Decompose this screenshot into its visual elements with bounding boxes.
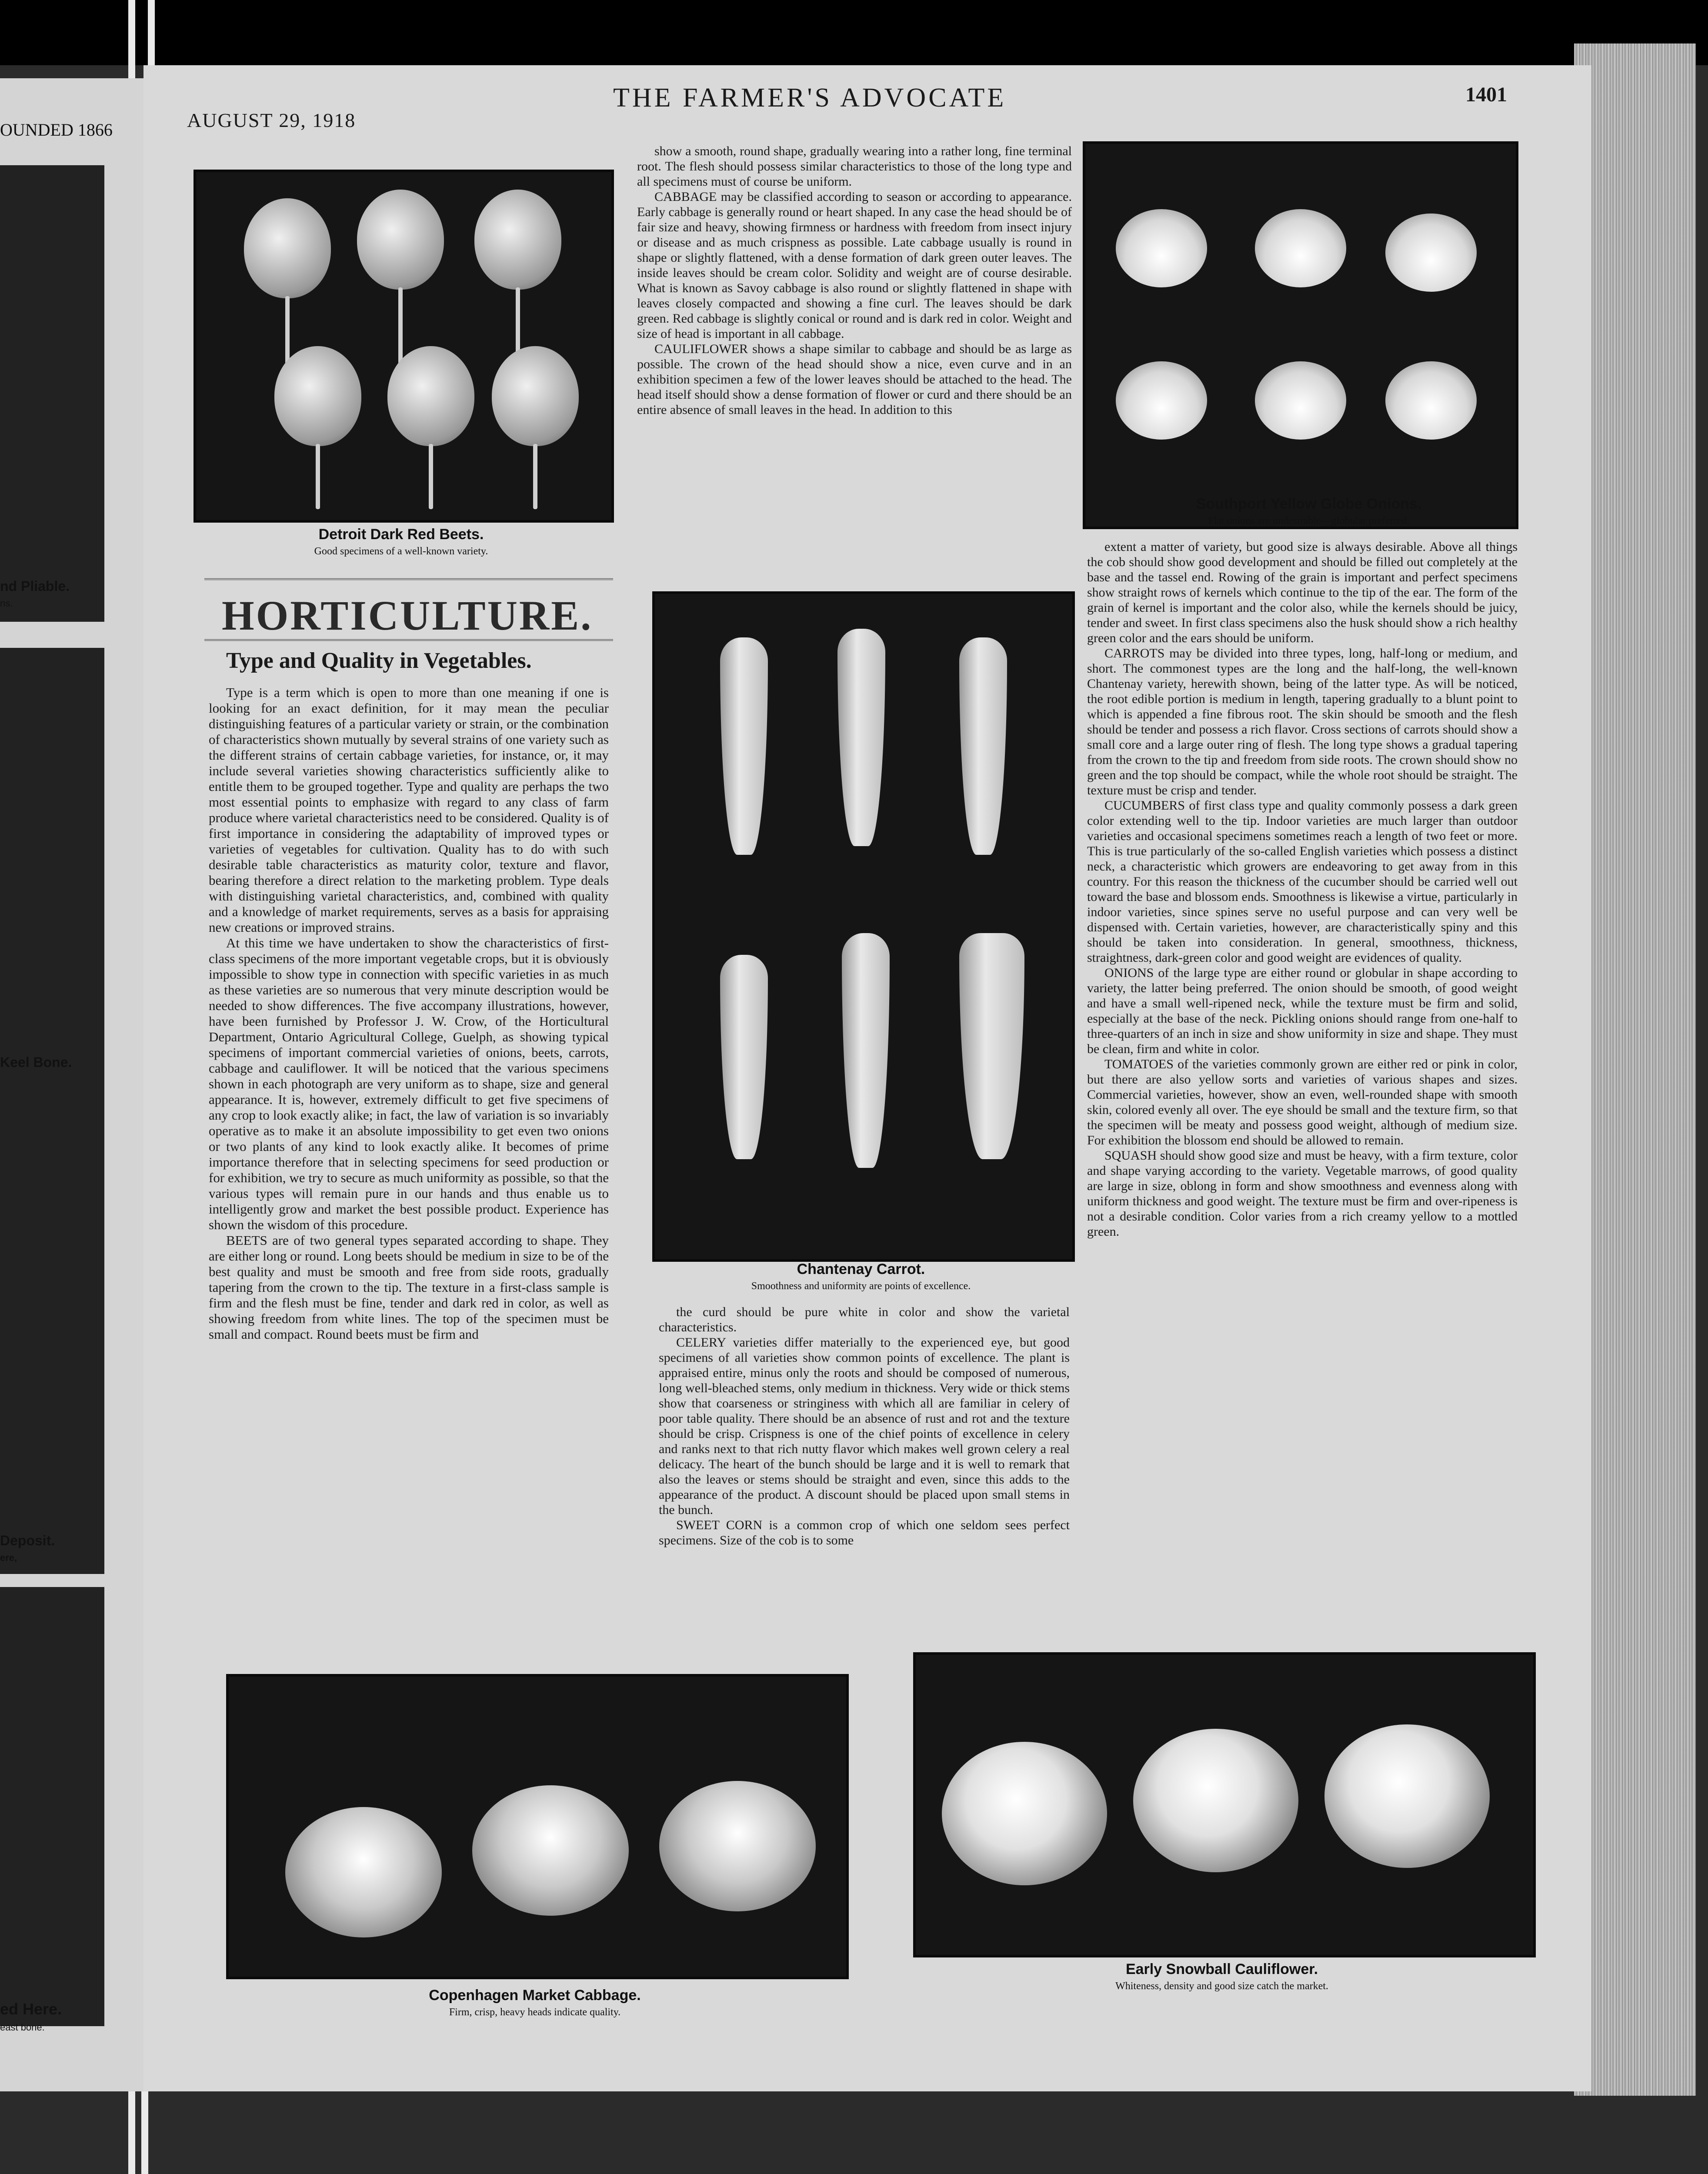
beet xyxy=(274,346,361,446)
cabbage-photo xyxy=(226,1674,849,1979)
beet xyxy=(387,346,474,446)
cauliflower-head xyxy=(942,1742,1107,1885)
beet xyxy=(474,190,561,290)
paragraph-specimens: At this time we have undertaken to show the characteristics of first-class specimens of the more important vegetable crops, but it is obviously impossible to show type in connection with specific varieties in as much as these varieties are so numerous that very minute description would be needed to show differences. The five accompany illustrations, however, have been furnished by Professor J. W. Crow, of the Horticultural Department, Ontario Agricultural College, Guelph, as showing typical specimens of important commercial varieties of onions, beets, carrots, cabbage and cauliflower. It will be noticed that the various specimens shown in each photograph are very uniform as to shape, size and general appearance. It is, however, extremely difficult to get five specimens of any crop to look exactly alike; in fact, the law of variation is so invariably operative as to make it an absolute impossibility to get even two onions or two plants of any kind to look exactly alike. It becomes of prime importance therefore that in selecting specimens for seed production or for exhibition, we try to secure as much uniformity as possible, so that the various types will remain pure in our hands and thus enable us to intelligently grow and market the best possible product. Experience has shown the wisdom of this procedure. xyxy=(209,935,609,1232)
scan-binding-bar xyxy=(141,2091,148,2174)
cauliflower-caption xyxy=(913,1961,1531,1992)
left-caption-sub: ere, xyxy=(0,1552,17,1563)
carrot xyxy=(837,629,885,846)
onion xyxy=(1385,361,1477,440)
onion xyxy=(1116,209,1207,287)
beet-root xyxy=(316,444,320,509)
carrots-photo xyxy=(652,591,1075,1262)
cauliflower-caption-text: Whiteness, density and good size catch the market. xyxy=(1115,1981,1328,1992)
article-column-left xyxy=(209,685,609,1342)
cauliflower-head xyxy=(1324,1724,1490,1868)
article-column-middle-bottom xyxy=(659,1304,1070,1548)
book-page-edges xyxy=(1574,43,1696,2096)
scan-binding-bar xyxy=(128,2091,135,2174)
carrot xyxy=(959,933,1024,1159)
left-photo xyxy=(0,648,104,1113)
carrot xyxy=(720,955,768,1159)
issue-date: AUGUST 29, 1918 xyxy=(187,109,356,131)
cabbage-head xyxy=(285,1807,442,1937)
cabbage-head xyxy=(472,1785,629,1916)
cabbage-caption-text: Firm, crisp, heavy heads indicate quality. xyxy=(449,2007,621,2018)
paragraph-beets: BEETS are of two general types separated according to shape. They are either long or round. Long beets should be medium in size to be of the best quality and must be smooth and free from side roots, gradually tapering from the crown to the tip. The texture in a first-class sample is firm and the flesh must be fine, tender and dark red in color, as well as showing freedom from white lines. The top of the specimen must be small and compact. Round beets must be firm and xyxy=(209,1233,609,1342)
left-caption: ed Here. xyxy=(0,2000,62,2018)
left-page-fragment xyxy=(0,78,143,2091)
paragraph-onions: ONIONS of the large type are either round or globular in shape according to variety, the latter being preferred. The onion should be smooth, of good weight and have a small well-ripened neck, while the texture must be firm and solid, especially at the base of the neck. Pickling onions should range from one-half to three-quarters of an inch in size and show uniformity in size and shape. They must be clean, firm and white in color. xyxy=(1087,966,1518,1056)
section-rule-top xyxy=(204,578,613,580)
scan-top-border xyxy=(0,0,1708,65)
paragraph-cauliflower-cont: the curd should be pure white in color and show the varietal characteristics. xyxy=(659,1305,1070,1334)
left-photo xyxy=(0,1104,104,1574)
paragraph-carrots: CARROTS may be divided into three types, long, half-long or medium, and short. The commonest types are the long and the half-long, the well-known Chantenay variety, herewith shown, being of the latter type. As will be noticed, the root edible portion is medium in length, tapering gradually to a blunt point to which is appended a fine fibrous root. The skin should be smooth and the flesh should be tender and possess a rich flavor. Cross sections of carrots should show a small core and a large outer ring of flesh. The long type shows a gradual tapering from the crown to the tip and freedom from side roots. The crown should show no green and the top should be compact, while the whole root should be straight. The texture must be crisp and tender. xyxy=(1087,646,1518,797)
beets-caption xyxy=(193,526,609,557)
beets-caption-title: Detroit Dark Red Beets. xyxy=(318,526,484,543)
carrots-caption xyxy=(652,1261,1070,1292)
beet xyxy=(492,346,579,446)
paragraph-sweet-corn: SWEET CORN is a common crop of which one seldom sees perfect specimens. Size of the cob is to some xyxy=(659,1518,1070,1547)
left-caption-sub: east bone. xyxy=(0,2022,45,2033)
left-caption: nd Pliable. xyxy=(0,578,70,594)
paragraph-cucumbers: CUCUMBERS of first class type and quality commonly possess a dark green color extending well to the tip. Indoor varieties are much larger than outdoor varieties and occasional specimens sometimes reach a length of two feet or more. This is true particularly of the so-called English varieties which possess a distinct neck, a characteristic which growers are endeavoring to get away from in this country. For this reason the thickness of the cucumber should be carried well out toward the base and blossom ends. Smoothness is likewise a virtue, particularly in indoor varieties, since spines serve no useful purpose and can very well be dispensed with. Certain varieties, however, are characteristically spiny and this should be taken into consideration. In general, smoothness, thickness, straightness, dark-green color and good weight are evidences of quality. xyxy=(1087,798,1518,965)
left-caption-sub: ns. xyxy=(0,598,13,609)
carrot xyxy=(959,637,1007,855)
paragraph-beets-cont: show a smooth, round shape, gradually wearing into a rather long, fine terminal root. The flesh should possess similar characteristics to those of the long type and all specimens must of course be uniform. xyxy=(637,144,1072,189)
cauliflower-caption-title: Early Snowball Cauliflower. xyxy=(1125,1961,1318,1977)
paragraph-cauliflower: CAULIFLOWER shows a shape similar to cabbage and should be as large as possible. The crown of the head should show a nice, even curve and in an exhibition specimen a few of the lower leaves should be attached to the head. The head itself should show a dense formation of flower or curd and there should be an entire absence of small leaves in the head. In addition to this xyxy=(637,342,1072,417)
section-heading: HORTICULTURE. xyxy=(222,592,593,639)
carrot xyxy=(842,933,890,1168)
beet xyxy=(244,198,331,298)
article-title: Type and Quality in Vegetables. xyxy=(226,648,532,673)
beet xyxy=(357,190,444,290)
paragraph-intro: Type is a term which is open to more than one meaning if one is looking for an exact definition, for it may mean the peculiar distinguishing features of a particular variety or strain, or the combination of characteristics shown mutually by several strains of one variety such as the different strains of certain cabbage varieties, for instance, or, it may include several varieties showing characteristics sufficiently alike to entitle them to be grouped together. Type and quality are perhaps the two most essential points to emphasize with regard to any class of farm produce where varietal characteristics need to be considered. Quality is of first importance in considering the adaptability of improved types or varieties of vegetables for cultivation. Quality has to do with such desirable table characteristics as maturity color, texture and flavor, bearing therefore a direct relation to the marketing problem. Type deals with distinguishing varietal characteristics, and, combined with quality and a knowledge of market requirements, serves as a basis for appraising new creations or improved strains. xyxy=(209,685,609,935)
left-caption: Keel Bone. xyxy=(0,1054,72,1070)
onion xyxy=(1255,209,1346,287)
onions-caption-title: Southport Yellow Globe Onions. xyxy=(1196,496,1422,512)
cabbage-caption-title: Copenhagen Market Cabbage. xyxy=(429,1987,641,2004)
onion xyxy=(1385,213,1477,292)
magazine-page xyxy=(143,65,1591,2091)
beets-caption-text: Good specimens of a well-known variety. xyxy=(314,546,488,557)
section-rule-bottom xyxy=(204,639,613,641)
article-column-right xyxy=(1087,539,1518,1239)
onions-caption xyxy=(1083,496,1535,527)
cabbage-head xyxy=(659,1781,816,1911)
beets-photo xyxy=(193,170,614,523)
left-caption: Deposit. xyxy=(0,1533,55,1548)
cauliflower-head xyxy=(1133,1729,1298,1872)
paragraph-squash: SQUASH should show good size and must be heavy, with a firm texture, color and shape varying according to the variety. Vegetable marrows, of good quality are large in size, oblong in form and show smoothness and evenness along with uniform thickness and good weight. The texture must be firm and over-ripeness is not a desirable condition. Color varies from a rich creamy yellow to a mottled green. xyxy=(1087,1148,1518,1239)
left-photo xyxy=(0,1587,104,2026)
paragraph-sweet-corn-cont: extent a matter of variety, but good size is always desirable. Above all things the cob should show good development and should be filled out completely at the base and the tassel end. Rowing of the grain is important and perfect specimens show straight rows of kernels which continue to the tip of the ear. The form of the grain of kernel is important and the color also, while the kernels should be juicy, tender and sweet. In first class specimens also the husk should show a rich healthy green color and the ears should be uniform. xyxy=(1087,540,1518,645)
left-running-head: OUNDED 1866 xyxy=(0,120,113,140)
paragraph-celery: CELERY varieties differ materially to the experienced eye, but good specimens of all varieties show common points of excellence. The plant is appraised entire, minus only the roots and should be composed of numerous, long well-bleached stems, only medium in thickness. Very wide or thick stems show that coarseness or stringiness with which all are familiar in celery of poor table quality. There should be an absence of rust and rot and the texture should be crisp. Crispness is one of the chief points of excellence in celery and ranks next to that rich nutty flavor which makes well grown celery a real delicacy. The heart of the bunch should be large and it is well to remark that also the leaves or stems should be straight and even, since this adds to the appearance of the product. A discount should be placed upon small stems in the bunch. xyxy=(659,1335,1070,1517)
article-column-middle-top xyxy=(637,143,1072,417)
cauliflower-photo xyxy=(913,1652,1536,1957)
left-photo xyxy=(0,165,104,622)
carrot xyxy=(720,637,768,855)
beet-root xyxy=(533,444,537,509)
onion xyxy=(1116,361,1207,440)
onions-caption-text: Flat onions are undesirable—globular preferred. xyxy=(1208,515,1410,527)
onions-photo xyxy=(1083,141,1518,529)
scan-binding-bar xyxy=(128,0,135,78)
publication-title: THE FARMER'S ADVOCATE xyxy=(613,83,1007,113)
carrots-caption-text: Smoothness and uniformity are points of excellence. xyxy=(751,1280,971,1292)
page-number: 1401 xyxy=(1465,83,1507,106)
onion xyxy=(1255,361,1346,440)
paragraph-tomatoes: TOMATOES of the varieties commonly grown are either red or pink in color, but there are also yellow sorts and varieties of various shapes and sizes. Commercial varieties, however, show an even, well-rounded shape with smooth skin, colored evenly all over. The eye should be small and the texture firm, so that the specimen will be meaty and possess good weight, although of medium size. For exhibition the blossom end should be allowed to remain. xyxy=(1087,1057,1518,1147)
beet-root xyxy=(429,444,433,509)
carrots-caption-title: Chantenay Carrot. xyxy=(797,1261,925,1277)
cabbage-caption xyxy=(226,1987,844,2018)
paragraph-cabbage: CABBAGE may be classified according to season or according to appearance. Early cabbage is generally round or heart shaped. In any case the head should be of fair size and heavy, showing firmness or hardness with freedom from insect injury or disease and as much crispness as possible. Late cabbage usually is round in shape or slightly flattened, with a dense formation of dark green outer leaves. The inside leaves should be cream color. Solidity and weight are of course desirable. What is known as Savoy cabbage is also round or slightly flattened in shape with leaves closely compacted and showing a fine curl. The leaves should be dark green. Red cabbage is slightly conical or round and is dark red in color. Weight and size of head is important in all cabbage. xyxy=(637,190,1072,341)
